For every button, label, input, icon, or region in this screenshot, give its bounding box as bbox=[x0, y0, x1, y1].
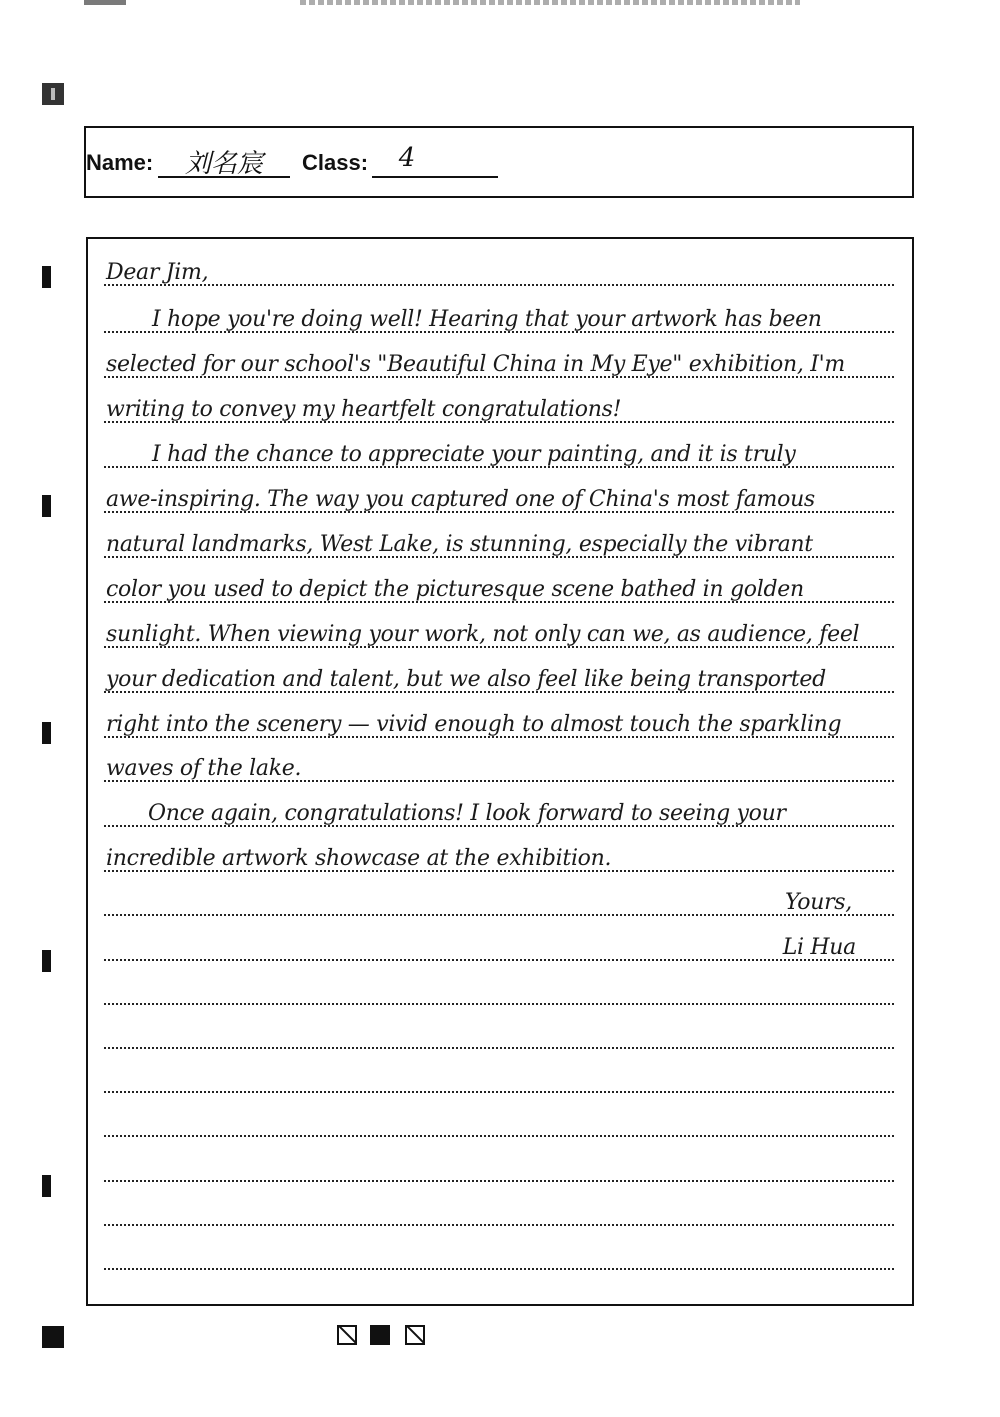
ruled-line bbox=[104, 1224, 894, 1226]
scan-header-block bbox=[84, 0, 126, 5]
name-value: 刘名宸 bbox=[184, 149, 263, 179]
class-underline bbox=[372, 176, 498, 178]
ruled-line bbox=[104, 1180, 894, 1182]
scan-anchor-icon bbox=[42, 83, 64, 105]
ruled-line bbox=[104, 1268, 894, 1270]
class-value: 4 bbox=[398, 143, 416, 173]
timing-mark-icon bbox=[42, 950, 51, 972]
letter-line: writing to convey my heartfelt congratulations! bbox=[106, 397, 622, 422]
letter-line: natural landmarks, West Lake, is stunning, especially the vibrant bbox=[106, 532, 813, 557]
letter-line: sunlight. When viewing your work, not only can we, as audience, feel bbox=[106, 622, 860, 647]
timing-mark-icon bbox=[42, 722, 51, 744]
ruled-line bbox=[104, 1003, 894, 1005]
timing-mark-icon bbox=[42, 266, 51, 288]
letter-salutation: Dear Jim, bbox=[106, 260, 209, 285]
letter-line: I had the chance to appreciate your painting, and it is truly bbox=[152, 442, 796, 467]
filled-box-icon bbox=[370, 1325, 390, 1345]
letter-line: waves of the lake. bbox=[106, 756, 302, 781]
letter-line: color you used to depict the picturesque scene bathed in golden bbox=[106, 577, 804, 602]
ruled-line bbox=[104, 1091, 894, 1093]
name-underline bbox=[158, 176, 290, 178]
letter-signature: Li Hua bbox=[782, 935, 856, 960]
letter-line: Once again, congratulations! I look forward to seeing your bbox=[148, 801, 786, 826]
scan-header-noise bbox=[300, 0, 800, 5]
crossed-box-icon bbox=[405, 1325, 425, 1345]
letter-line: incredible artwork showcase at the exhibition. bbox=[106, 846, 612, 871]
letter-line: right into the scenery — vivid enough to almost touch the sparkling bbox=[106, 712, 842, 737]
letter-line: awe-inspiring. The way you captured one of China's most famous bbox=[106, 487, 815, 512]
timing-mark-icon bbox=[42, 495, 51, 517]
ruled-line bbox=[104, 1135, 894, 1137]
name-label: Name: bbox=[86, 150, 154, 175]
scan-anchor-icon bbox=[42, 1326, 64, 1348]
class-label: Class: bbox=[302, 150, 369, 175]
letter-line: I hope you're doing well! Hearing that your artwork has been bbox=[152, 307, 822, 332]
letter-line: your dedication and talent, but we also feel like being transported bbox=[106, 667, 826, 692]
ruled-line bbox=[104, 1047, 894, 1049]
crossed-box-icon bbox=[337, 1325, 357, 1345]
timing-mark-icon bbox=[42, 1175, 51, 1197]
ruled-line bbox=[104, 284, 894, 286]
letter-closing: Yours, bbox=[784, 890, 852, 915]
letter-line: selected for our school's "Beautiful China in My Eye" exhibition, I'm bbox=[106, 352, 845, 377]
